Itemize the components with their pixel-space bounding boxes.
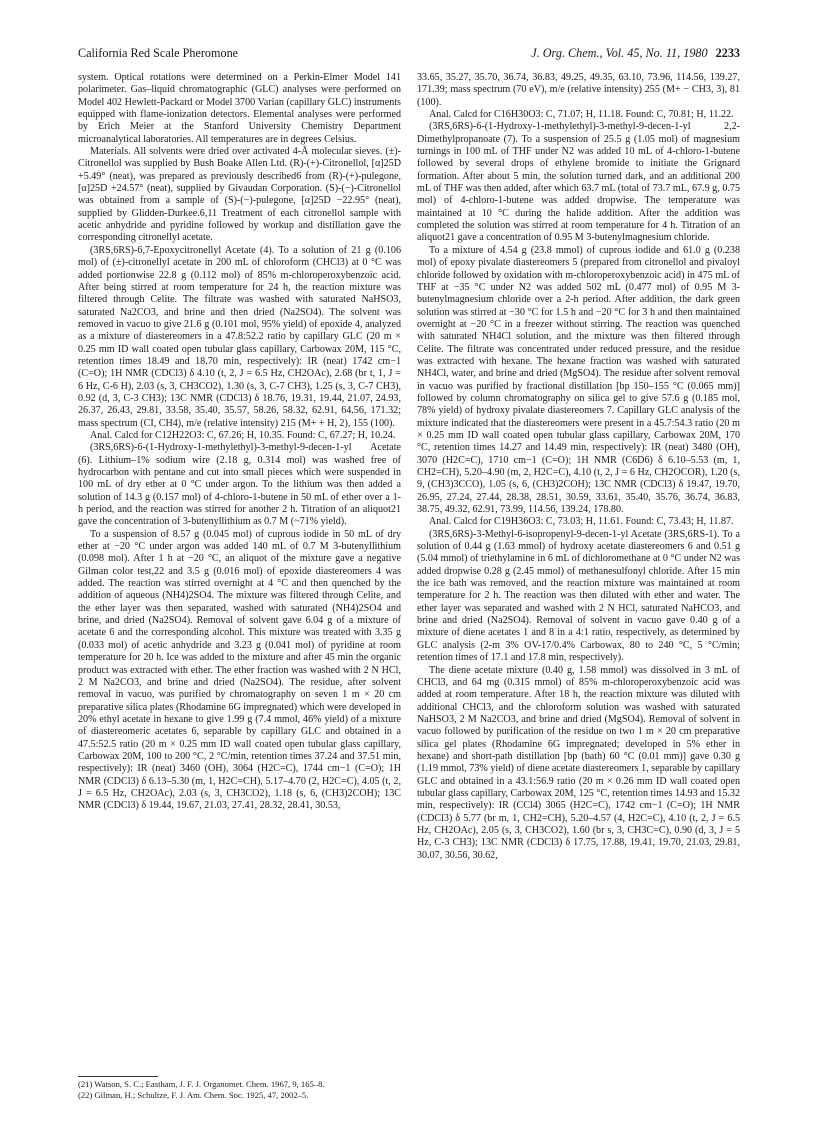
journal-citation: [531, 46, 740, 61]
footnote: (21) Watson, S. C.; Eastham, J. F. J. Organomet. Chem. 1967, 9, 165–8.: [78, 1079, 325, 1089]
paragraph: 33.65, 35.27, 35.70, 36.74, 36.83, 49.25, 49.35, 63.10, 73.96, 114.56, 139.27, 171.39; mass spectrum (70 eV), m/e (relative intensity) 255 (M+ − CH3, 3), 81 (100).: [417, 72, 740, 108]
paragraph: Anal. Calcd for C16H30O3: C, 71.07; H, 11.18. Found: C, 70.81; H, 11.22.: [429, 109, 734, 121]
paragraph: (3RS,6RS)-6-(1-Hydroxy-1-methylethyl)-3-methyl-9-decen-1-yl 2,2-Dimethylpropanoate (7). To a suspension of 25.5 g (1.05 mol) of magnesium turnings in 100 mL of THF under N2 was added 10 mL of 4-chloro-1-butene followed by several drops of ethylene bromide to initiate the Grignard formation. After about 5 min, the solution turned dark, and an additional 200 mL of THF was then added, after which 63.7 mL (total of 73.7 mL, 67.9 g, 0.75 mol) of 4-chloro-1-butene was added dropwise. The temperature was maintained at 10 °C during the halide addition. After the addition was completed the solution was stirred at room temperature for 4 h. Titration of an aliquot21 gave a concentration of 0.95 M 3-butenylmagnesium chloride.: [417, 121, 740, 244]
footnote: (22) Gilman, H.; Schultze, F. J. Am. Chem. Soc. 1925, 47, 2002–5.: [78, 1089, 309, 1100]
paragraph: Materials. All solvents were dried over activated 4-Å molecular sieves. (±)-Citronellol was supplied by Bush Boake Allen Ltd. (R)-(+)-Citronellol, [α]25D +5.49° (neat), was prepared as previously described6 from (R)-(+)-pulegone, [α]25D +24.57° (neat), supplied by Givaudan Corporation. (S)-(−)-Citronellol was obtained from a sample of (S)-(−)-pulegone, [α]25D −22.95° (neat), supplied by Glidden-Durkee.6,11 Treatment of each citronellol sample with acetic anhydride and pyridine followed by workup and distillation gave the corresponding citronellyl acetate.: [78, 146, 401, 244]
paragraph: Anal. Calcd for C19H36O3: C, 73.03; H, 11.61. Found: C, 73.43; H, 11.87.: [429, 516, 734, 528]
paragraph: system. Optical rotations were determined on a Perkin-Elmer Model 141 polarimeter. Gas–liquid chromatographic (GLC) analyses were performed on Model 402 Hewlett-Packard or Model 3700 Varian (capillary GLC) instruments equipped with flame-ionization detectors. Elemental analyses were performed by Erich Meier at the Stanford University Chemistry Department microanalytical laboratories. All temperatures are in degrees Celsius.: [78, 72, 401, 145]
paragraph: (3RS,6RS)-6-(1-Hydroxy-1-methylethyl)-3-methyl-9-decen-1-yl Acetate (6). Lithium–1% sodium wire (2.18 g, 0.314 mol) was washed free of hydrocarbon with pentane and cut into small pieces which were suspended in 100 mL of dry ether at 0 °C under argon. To the lithium was then added a solution of 14.3 g (0.157 mol) of 4-chloro-1-butene in 50 mL of ether over a 1-h period, and the reaction was stirred for another 2 h. Titration of an aliquot21 gave the concentration of 3-butenyllithium as 0.7 M (~71% yield).: [78, 442, 401, 528]
left-column: [78, 72, 401, 813]
paragraph: To a suspension of 8.57 g (0.045 mol) of cuprous iodide in 50 mL of dry ether at −20 °C under argon was added 140 mL of 0.7 M 3-butenyllithium (0.098 mol). After 1 h at −20 °C, an aliquot of the mixture gave a negative Gilman color test,22 and 3.5 g (0.016 mol) of epoxide diastereomers 4 was added. The reaction was stirred overnight at 4 °C and then quenched by the addition of aqueous (NH4)2SO4. The mixture was filtered through Celite, and the ether layer was then separated, washed with saturated (NH4)2SO4 and brine, and dried (Na2SO4). Removal of solvent gave 6.04 g of a mixture of acetate 6 and the corresponding alcohol. This mixture was treated with 3.35 g (0.033 mol) of acetic anhydride and 3.23 g (0.041 mol) of pyridine at room temperature for 20 h. Ice was added to the mixture and after 45 min the organic product was extracted with ether. The ether fraction was washed with 2 N HCl, 2 M Na2CO3, and brine and dried (Na2SO4). The residue, after solvent removal in vacuo, was purified by chromatography on seven 1 m × 20 cm preparative silica plates (Rhodamine 6G impregnated) which were developed in 20% ethyl acetate in hexane to give 1.99 g (7.4 mmol, 46% yield) of a mixture of diastereomeric acetates 6, separable by capillary GLC and obtained in a 47.5:52.5 ratio (20 m × 0.25 mm ID wall coated open tubular glass capillary, Carbowax 20M, 100 to 200 °C, 2 °C/min, retention times 37.24 and 37.51 min, respectively): IR (neat) 3460 (OH), 3064 (H2C=C), 1744 cm−1 (C=O); 1H NMR (CDCl3) δ 6.13–5.30 (m, 1, H2C=CH), 5.17–4.70 (2, H2C=C), 4.05 (t, 2, J = 6.5 Hz, CH2OAc), 2.03 (s, 3, CH3CO2), 1.18 (s, 6, (CH3)2COH); 13C NMR (CDCl3) δ 19.44, 19.67, 21.03, 27.41, 28.32, 28.41, 30.53,: [78, 528, 401, 812]
journal-name: J. Org. Chem., Vol. 45, No. 11, 1980: [531, 46, 708, 60]
paragraph: Anal. Calcd for C12H22O3: C, 67.26; H, 10.35. Found: C, 67.27; H, 10.24.: [90, 429, 396, 441]
paragraph: (3RS,6RS)-6,7-Epoxycitronellyl Acetate (4). To a solution of 21 g (0.106 mol) of (±)-citronellyl acetate in 200 mL of chloroform (CHCl3) at 0 °C was added portionwise 22.8 g (0.112 mol) of 85% m-chloroperoxybenzoic acid. After being stirred at room temperature for 24 h, the reaction mixture was filtered through Celite. The filtrate was washed with saturated NaHSO3, saturated Na2CO3, and brine and then dried (Na2SO4). The solvent was removed in vacuo to give 21.6 g (0.101 mol, 95% yield) of epoxide 4, analyzed as a mixture of diastereomers in a 47.8:52.2 ratio by capillary GLC (20 m × 0.25 mm ID wall coated open tubular glass capillary, Carbowax 20M, 115 °C, retention times 18.49 and 18.70 min, respectively): IR (neat) 1742 cm−1 (C=O); 1H NMR (CDCl3) δ 4.10 (t, 2, J = 6.5 Hz, CH2OAc), 2.68 (br t, 1, J = 6 Hz, C-6 H), 2.03 (s, 3, CH3CO2), 1.30 (s, 3, C-7 CH3), 1.25 (s, 3, C-7 CH3), 0.92 (d, 3, C-3 CH3); 13C NMR (CDCl3) δ 18.76, 19.31, 19.44, 21.07, 24.93, 26.37, 26.43, 29.81, 33.58, 35.40, 35.57, 58.26, 58.32, 62.91, 64.56, 171.32; mass spectrum (CI, CH4), m/e (relative intensity) 215 (M+ + H, 2), 155 (100).: [78, 244, 401, 429]
running-title: California Red Scale Pheromone: [78, 46, 239, 60]
paragraph: The diene acetate mixture (0.40 g, 1.58 mmol) was dissolved in 3 mL of CHCl3, and 64 mg (0.315 mmol) of 85% m-chloroperoxybenzoic acid was added at room temperature. After 18 h, the reaction mixture was diluted with additional CHCl3, and the chloroform solution was washed with saturated NaHSO3, 2 M Na2CO3, and brine and dried (MgSO4). Removal of solvent in vacuo followed by purification of the residue on two 1 m × 20 cm preparative silica gel plates (Rhodamine 6G impregnated; developed in 5% ether in hexane) and short-path distillation [bp (bath) 60 °C (0.01 mm)] gave 0.30 g (1.19 mmol, 73% yield) of diene acetate diastereomers 1, separable by capillary GLC and obtained in a 43.1:56.9 ratio (20 m × 0.26 mm ID wall coated open tubular glass capillary, Carbowax 20M, 125 °C, retention times 14.93 and 15.32 min, respectively): IR (CCl4) 3065 (H2C=C), 1742 cm−1 (C=O); 1H NMR (CDCl3) δ 5.77 (br m, 1, CH2=CH), 5.20–4.57 (4, H2C=C), 4.10 (t, 2, J = 6.5 Hz, CH2OAc), 2.05 (s, 3, CH3CO2), 1.60 (br s, 3, CH3C=C), 0.90 (d, 3, J = 5 Hz, C-3 CH3); 13C NMR (CDCl3) δ 17.75, 17.88, 19.41, 19.70, 21.03, 29.81, 30.07, 30.56, 30.62,: [417, 664, 740, 861]
footnote-rule: [78, 1076, 158, 1077]
paragraph: (3RS,6RS)-3-Methyl-6-isopropenyl-9-decen-1-yl Acetate (3RS,6RS-1). To a solution of 0.44 g (1.63 mmol) of hydroxy acetate diastereomers 6 and 0.51 g (5.04 mmol) of triethylamine in 6 mL of dichloromethane at 0 °C under N2 was added dropwise 0.28 g (2.45 mmol) of methanesulfonyl chloride. After 15 min the ice bath was removed, and the reaction mixture was maintained at room temperature for 2 h. The reaction was then diluted with ether and water. The ether layer was separated and washed with 2 N HCl, saturated NaHCO3, and brine and dried (Na2SO4). Removal of solvent in vacuo gave 0.40 g of a mixture of diene acetates 1 and 8 in a 4:1 ratio, respectively, as determined by GLC analysis (2-m 3% OV-17/0.4% Carbowax, 80 to 240 °C, 5 °C/min; retention times of 17.1 and 17.8 min, respectively).: [417, 528, 740, 664]
right-column: [417, 72, 740, 862]
page-number: 2233: [715, 46, 740, 60]
paragraph: To a mixture of 4.54 g (23.8 mmol) of cuprous iodide and 61.0 g (0.238 mol) of epoxy pivalate diastereomers 5 (prepared from citronellol and pivaloyl chloride followed by oxidation with m-chloroperoxybenzoic acid) in 475 mL of THF at −35 °C under N2 was added 502 mL (0.477 mol) of 0.95 M 3-butenylmagnesium chloride over a 2-h period. After addition, the dark green solution was stirred at −30 °C for 1.5 h and −20 °C for 3 h and then maintained overnight at −20 °C in a freezer without stirring. The reaction was quenched with saturated NH4Cl solution, and the mixture was then filtered through Celite. The filtrate was concentrated under reduced pressure, and the residue was extracted with hexane. The hexane fraction was washed with saturated NH4Cl, water, and brine and dried (MgSO4). The residue after solvent removal in vacuo was purified by fractional distillation [bp 150–155 °C (0.065 mm)] followed by column chromatography on silica gel to give 57.6 g (0.185 mol, 78% yield) of hydroxy pivalate diastereomers 7. Capillary GLC analysis of the mixture indicated that the diastereomers were present in a 45.7:54.3 ratio (20 m × 0.25 mm ID wall coated open tubular glass capillary, Carbowax 20M, 170 °C, retention times 14.27 and 14.49 min, respectively): IR (neat) 3480 (OH), 3070 (H2C=C), 1710 cm−1 (C=O); 1H NMR (C6D6) δ 6.10–5.53 (m, 1, CH2=CH), 5.20–4.90 (m, 2, H2C=C), 4.10 (t, 2, J = 6 Hz, CH2OCOR), 1.20 (s, 9, (CH3)3CCO), 1.05 (s, 6, (CH3)2COH); 13C NMR (CDCl3) δ 19.47, 19.70, 26.95, 27.24, 27.44, 28.38, 28.51, 30.59, 33.61, 35.40, 35.76, 36.74, 36.83, 38.75, 49.32, 62.91, 73.99, 114.56, 139.24, 178.80.: [417, 244, 740, 516]
footnotes: [78, 1079, 401, 1100]
running-header: [78, 46, 738, 66]
